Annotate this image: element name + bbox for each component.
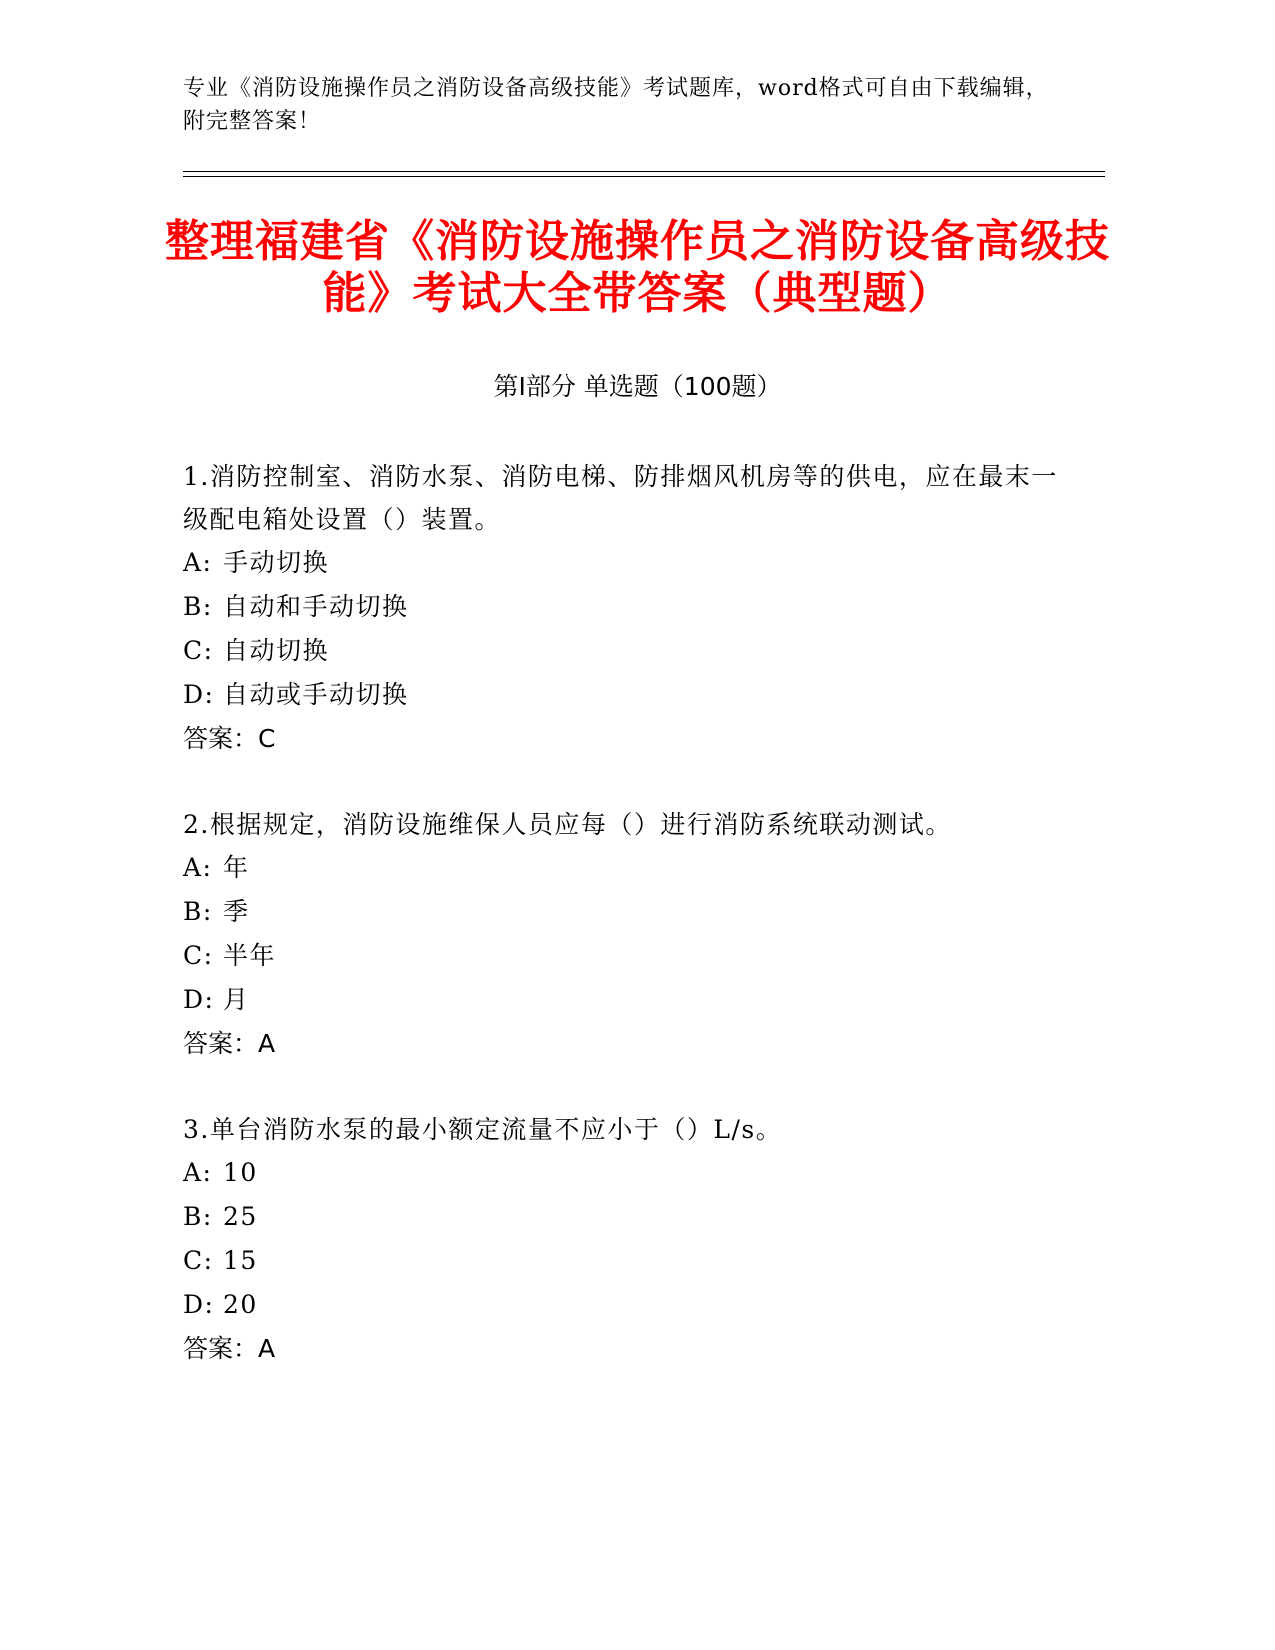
option-key: B: [183, 592, 213, 621]
option-a [183, 846, 1063, 890]
question-stem: 3.单台消防水泵的最小额定流量不应小于（）L/s。 [183, 1115, 783, 1144]
option-key: A: [183, 1158, 213, 1187]
option-text: 季 [223, 897, 250, 926]
option-key: C: [183, 1246, 214, 1275]
question-stem: 1.消防控制室、消防水泵、消防电梯、防排烟风机房等的供电，应在最末一级配电箱处设置（）装置。 [183, 462, 1058, 534]
option-d [183, 1283, 1063, 1327]
option-b [183, 585, 1063, 629]
header-rule-bottom [183, 176, 1105, 177]
option-key: B: [183, 897, 213, 926]
option-key: A: [183, 853, 213, 882]
option-b [183, 890, 1063, 934]
option-b [183, 1195, 1063, 1239]
option-text: 10 [223, 1158, 258, 1187]
option-text: 自动切换 [223, 636, 330, 665]
option-key: A: [183, 548, 213, 577]
option-key: D: [183, 680, 215, 709]
option-a [183, 1151, 1063, 1195]
option-text: 20 [223, 1290, 258, 1319]
answer-line: 答案：A [183, 1029, 276, 1058]
answer-line: 答案：A [183, 1334, 276, 1363]
option-c [183, 934, 1063, 978]
option-text: 自动和手动切换 [223, 592, 409, 621]
question-stem: 2.根据规定，消防设施维保人员应每（）进行消防系统联动测试。 [183, 810, 952, 839]
option-d [183, 673, 1063, 717]
option-text: 自动或手动切换 [223, 680, 409, 709]
option-text: 手动切换 [223, 548, 330, 577]
question-block [183, 1108, 1063, 1371]
option-key: D: [183, 1290, 215, 1319]
option-c [183, 1239, 1063, 1283]
option-key: C: [183, 636, 214, 665]
option-key: C: [183, 941, 214, 970]
question-block [183, 455, 1063, 761]
header-note: 专业《消防设施操作员之消防设备高级技能》考试题库，word格式可自由下载编辑，附完整答案！ [183, 76, 1049, 134]
option-text: 年 [223, 853, 250, 882]
option-text: 25 [223, 1202, 258, 1231]
document-title: 整理福建省《消防设施操作员之消防设备高级技能》考试大全带答案（典型题） [165, 216, 1110, 319]
option-c [183, 629, 1063, 673]
section-title: 第Ⅰ部分 单选题（100题） [493, 372, 782, 401]
option-key: D: [183, 985, 215, 1014]
option-a [183, 541, 1063, 585]
option-key: B: [183, 1202, 213, 1231]
question-block [183, 803, 1063, 1066]
option-text: 15 [223, 1246, 258, 1275]
option-text: 月 [223, 985, 250, 1014]
header-rule-top [183, 171, 1105, 172]
option-d [183, 978, 1063, 1022]
option-text: 半年 [223, 941, 277, 970]
answer-line: 答案：C [183, 724, 276, 753]
